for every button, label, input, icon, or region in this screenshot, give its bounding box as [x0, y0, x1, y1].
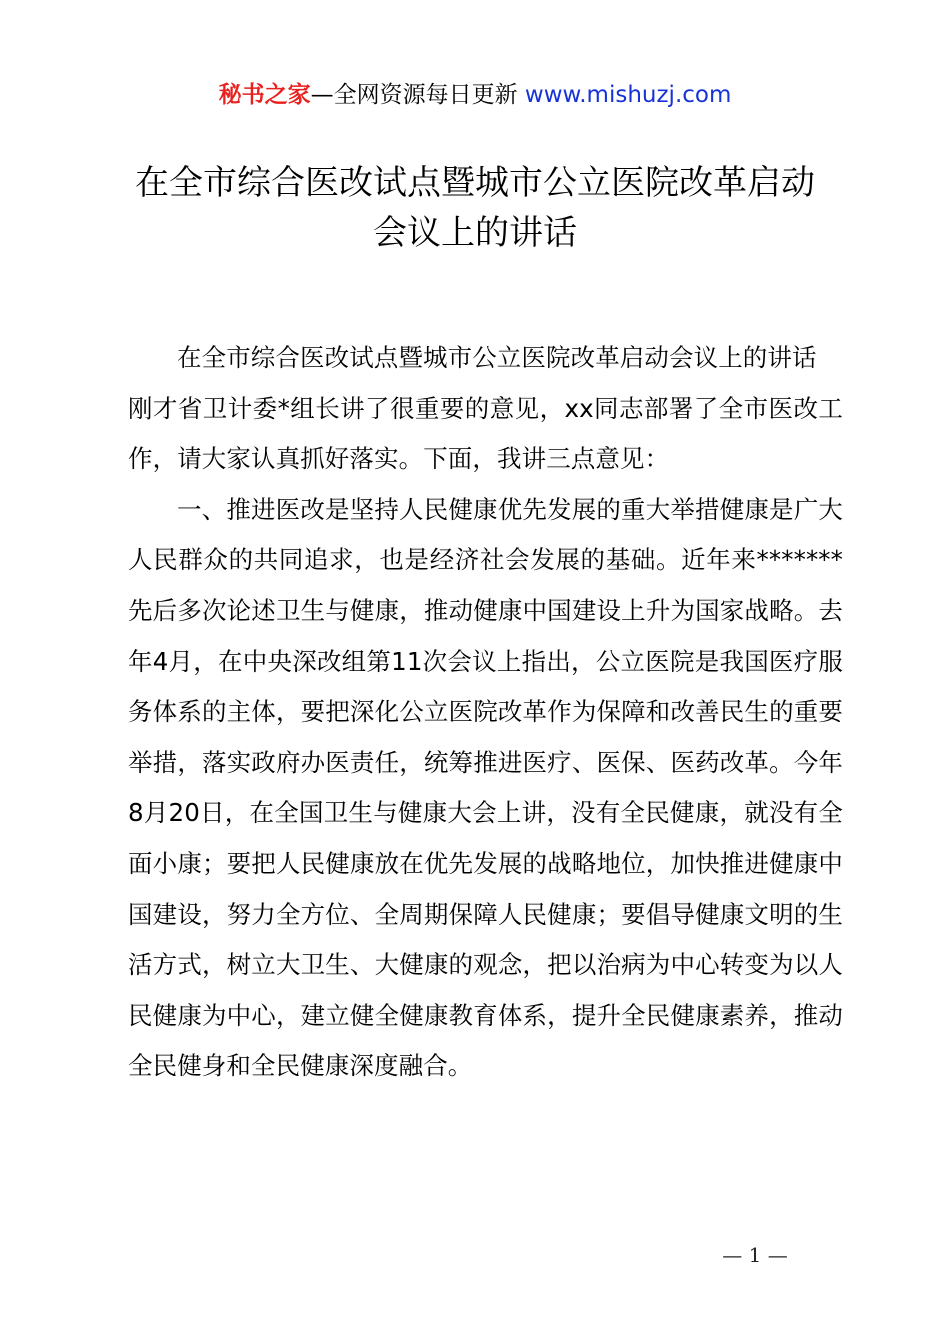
paragraph-section-one: 一、推进医改是坚持人民健康优先发展的重大举措健康是广大人民群众的共同追求，也是经济社会发展的基础。近年来*******先后多次论述卫生与健康，推动健康中国建设上升为国家战略。去年4月，在中央深改组第11次会议上指出，公立医院是我国医疗服务体系的主体，要把深化公立医院改革作为保障和改善民生的重要举措，落实政府办医责任，统筹推进医疗、医保、医药改革。今年8月20日，在全国卫生与健康大会上讲，没有全民健康，就没有全面小康；要把人民健康放在优先发展的战略地位，加快推进健康中国建设，努力全方位、全周期保障人民健康；要倡导健康文明的生活方式，树立大卫生、大健康的观念，把以治病为中心转变为以人民健康为中心，建立健全健康教育体系，提升全民健康素养，推动全民健身和全民健康深度融合。	[128, 494, 843, 1081]
title-line-2: 会议上的讲话	[373, 213, 577, 253]
document-body	[128, 333, 843, 1092]
site-url-link[interactable]: www.mishuzj.com	[524, 82, 732, 108]
paragraph-opening: 刚才省卫计委*组长讲了很重要的意见，xx同志部署了全市医改工作，请大家认真抓好落实。下面，我讲三点意见：	[128, 393, 843, 474]
brand-name: 秘书之家	[218, 82, 311, 108]
paragraph-subtitle: 在全市综合医改试点暨城市公立医院改革启动会议上的讲话	[177, 343, 817, 372]
title-line-1: 在全市综合医改试点暨城市公立医院改革启动	[135, 163, 815, 203]
page-number: — 1 —	[722, 1243, 788, 1267]
document-title	[60, 158, 890, 258]
header-tagline: —全网资源每日更新	[310, 82, 525, 108]
site-header	[0, 78, 950, 112]
